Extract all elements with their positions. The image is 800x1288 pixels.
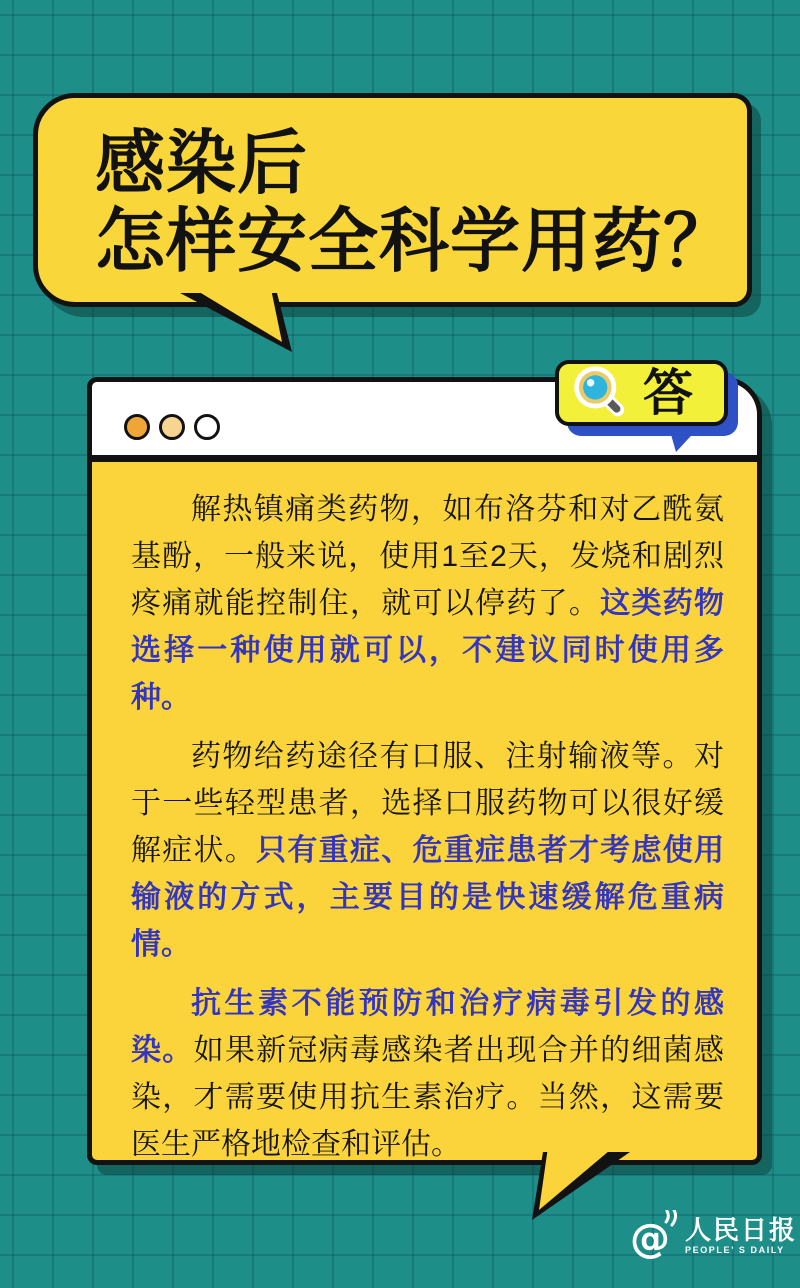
title-line-2: 怎样安全科学用药？ bbox=[95, 202, 734, 280]
paragraph-antipyretics bbox=[131, 486, 724, 721]
title-line-1: 感染后 bbox=[95, 124, 308, 202]
card-body bbox=[92, 462, 757, 1165]
paragraph-1-highlight-text: 这类药物选择一种使用就可以，不建议同时使用多种。 bbox=[131, 587, 725, 714]
answer-card bbox=[87, 377, 762, 1165]
dot-orange-icon bbox=[124, 414, 150, 440]
paragraph-2-normal-text: 药物给药途径有口服、注射输液等。对于一些轻型患者，选择口服药物可以很好缓解症状。 bbox=[131, 740, 724, 867]
logo-english-name: PEOPLE’ S DAILY bbox=[685, 1245, 785, 1255]
answer-tag-label: 答 bbox=[643, 365, 693, 421]
logo-chinese-name: 人民日报 bbox=[685, 1215, 798, 1245]
dot-tan-icon bbox=[159, 414, 185, 440]
paragraph-3-normal-text: 如果新冠病毒感染者出现合并的细菌感染，才需要使用抗生素治疗。当然，这需要医生严格地检查和评估。 bbox=[131, 1034, 725, 1161]
question-bubble-tail bbox=[170, 280, 300, 360]
window-dots bbox=[124, 414, 220, 440]
paragraph-1-normal-text: 解热镇痛类药物，如布洛芬和对乙酰氨基酚，一般来说，使用1至2天，发烧和剧烈疼痛就能控制住，就可以停药了。 bbox=[131, 493, 724, 620]
at-megaphone-icon bbox=[630, 1210, 678, 1262]
svg-text:@: @ bbox=[630, 1216, 670, 1262]
logo-text bbox=[685, 1216, 797, 1256]
paragraph-3-highlight-text: 抗生素不能预防和治疗病毒引发的感染。 bbox=[131, 987, 724, 1067]
question-bubble bbox=[33, 93, 752, 307]
dot-white-icon bbox=[194, 414, 220, 440]
paragraph-routes bbox=[131, 733, 724, 968]
answer-tag bbox=[555, 360, 728, 426]
peoples-daily-logo bbox=[630, 1210, 797, 1262]
magnifier-icon bbox=[571, 365, 627, 421]
answer-card-tail bbox=[520, 1130, 640, 1225]
paragraph-2-highlight-text: 只有重症、危重症患者才考虑使用输液的方式，主要目的是快速缓解危重病情。 bbox=[131, 834, 725, 961]
